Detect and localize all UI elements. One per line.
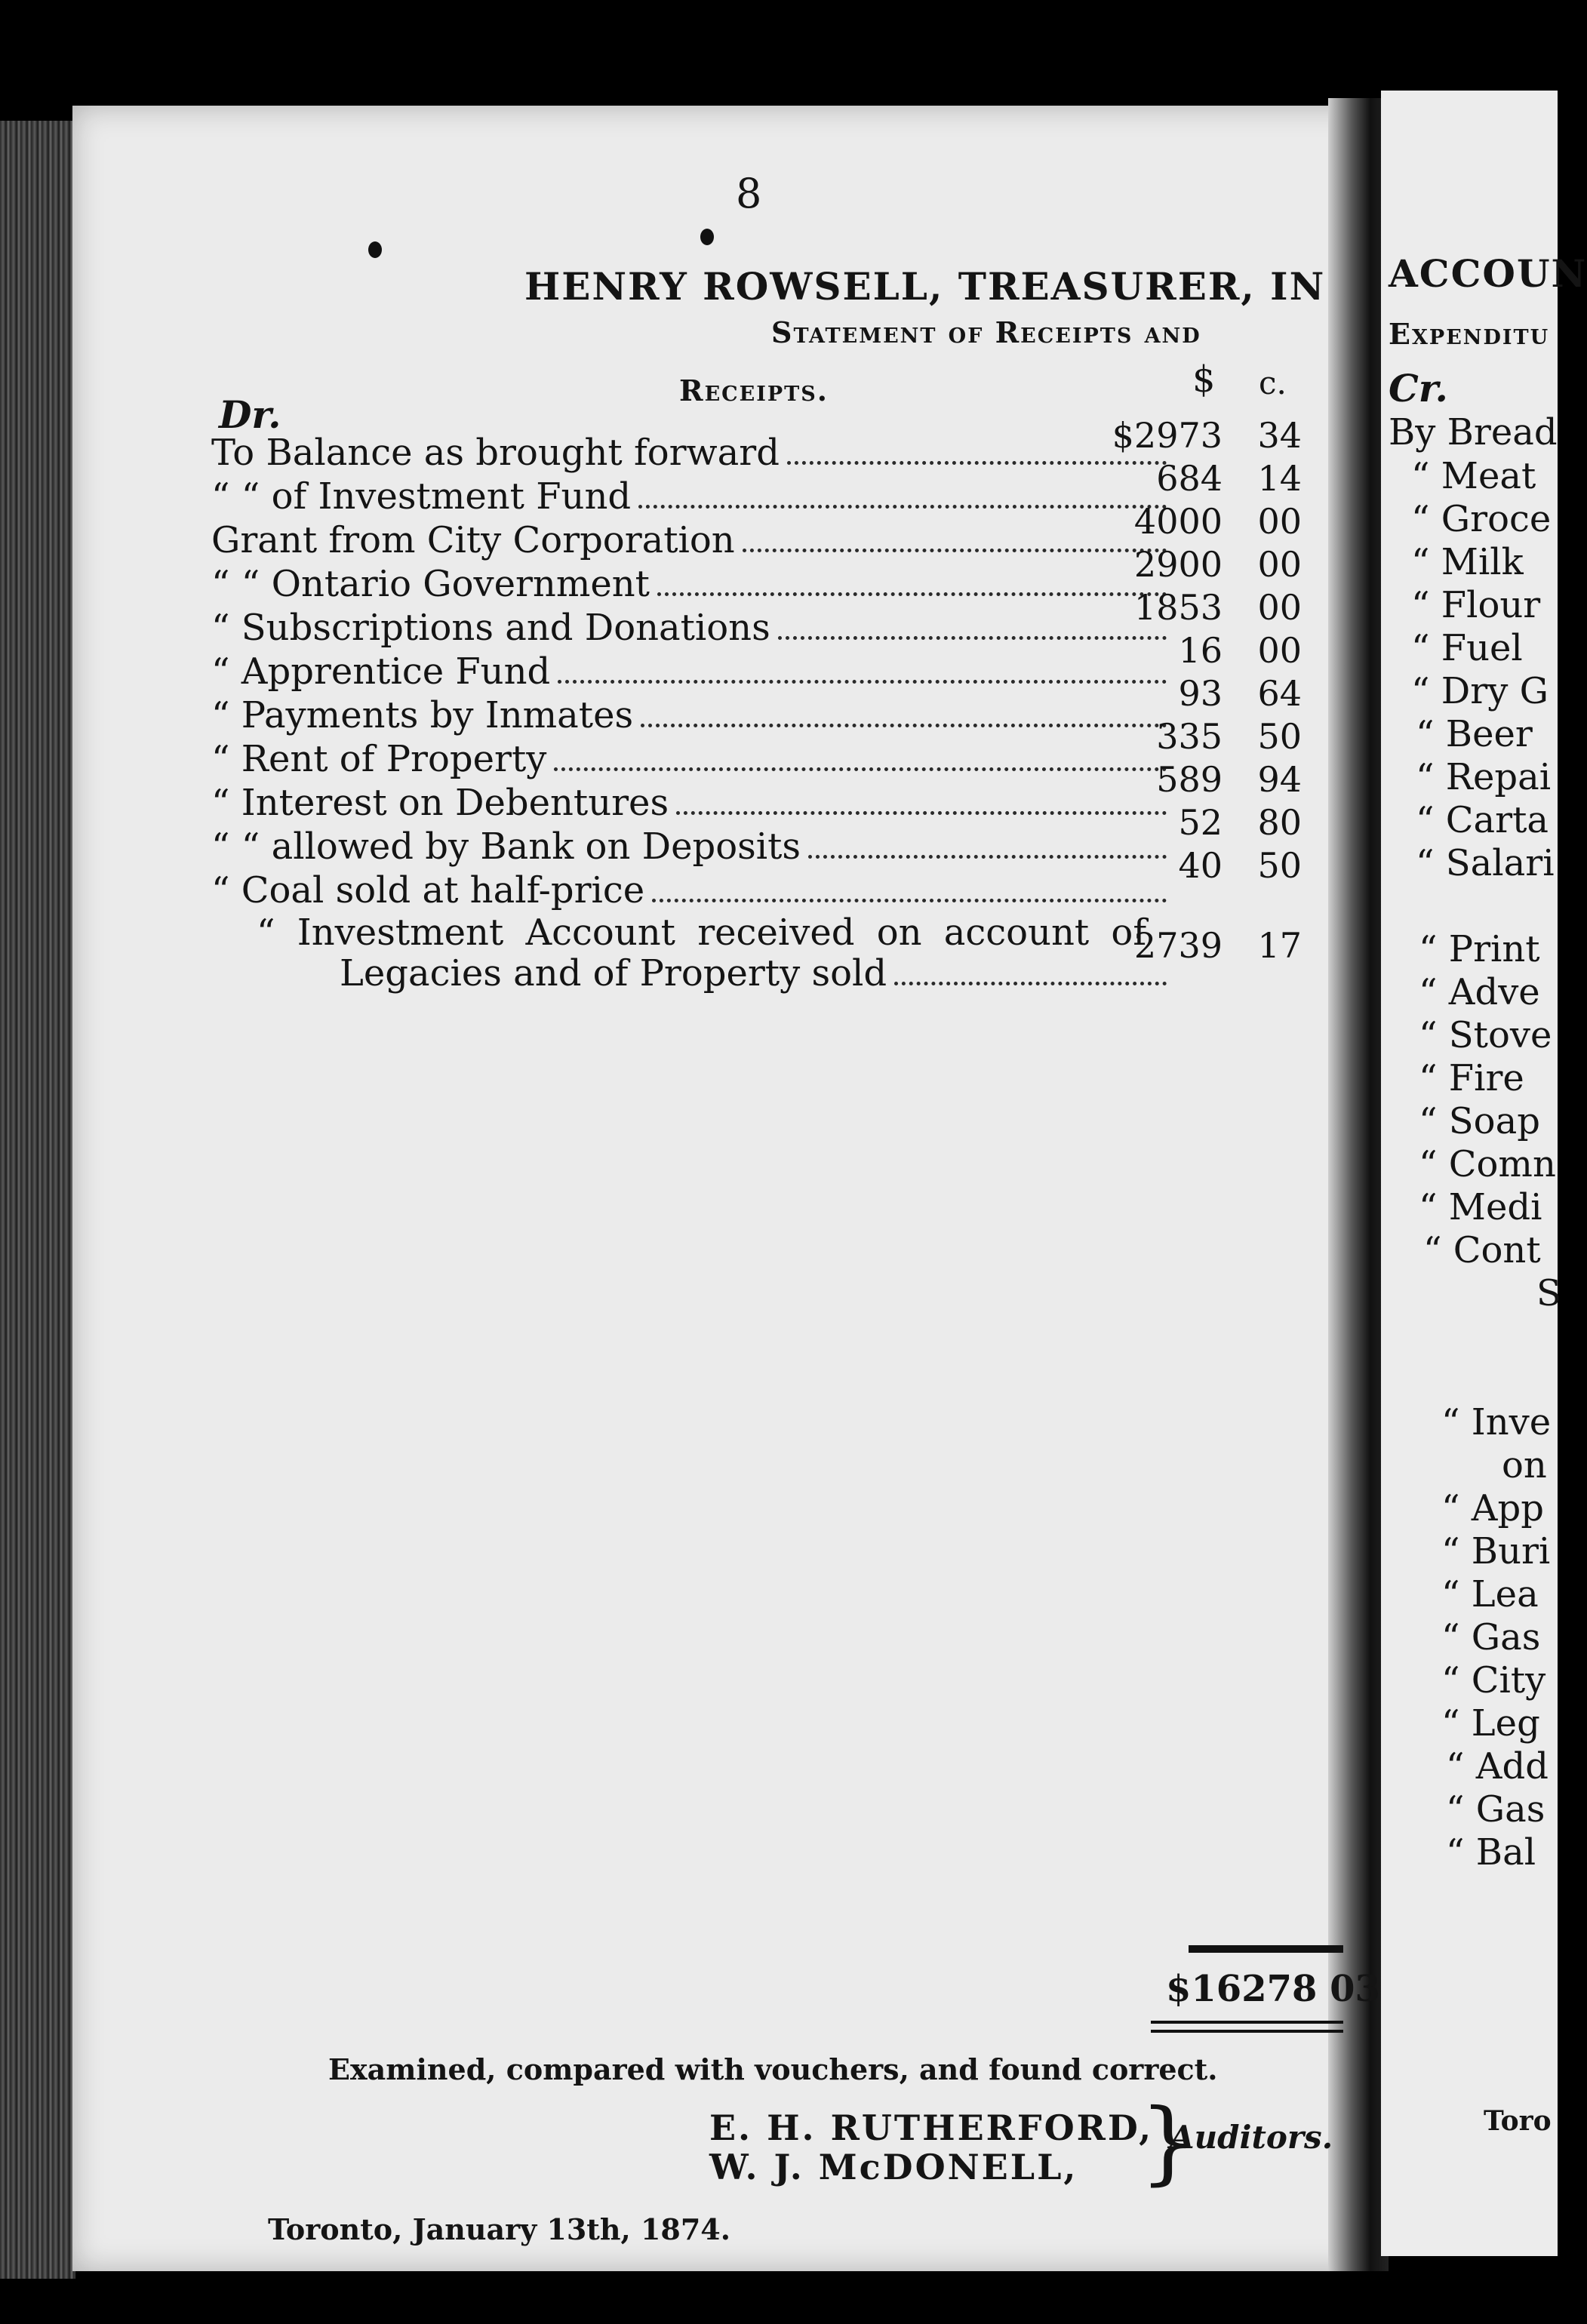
examined-note: Examined, compared with vouchers, and found correct. bbox=[328, 2052, 1218, 2086]
table-row bbox=[211, 607, 1170, 650]
row-label: “ Apprentice Fund bbox=[211, 650, 551, 693]
row-label: “ Payments by Inmates bbox=[211, 694, 634, 736]
list-item: “ Repai bbox=[1416, 756, 1552, 798]
list-item: “ Inve bbox=[1441, 1401, 1552, 1443]
list-item: “ Meat bbox=[1411, 455, 1536, 497]
list-item: “ Dry G bbox=[1411, 670, 1549, 712]
investment-row-line1: “ Investment Account received on account of bbox=[257, 911, 1147, 954]
list-item: “ Flour bbox=[1411, 584, 1541, 626]
amount-cents: 14 bbox=[1257, 458, 1302, 499]
list-item: “ Fuel bbox=[1411, 627, 1523, 669]
list-item: “ Salari bbox=[1416, 842, 1555, 884]
amount-cents: 34 bbox=[1257, 415, 1302, 456]
amount-dollars: 16 bbox=[1178, 630, 1223, 671]
list-item: “ Fire bbox=[1419, 1057, 1524, 1099]
statement-subtitle: Statement of Receipts and bbox=[771, 315, 1201, 349]
list-item: By Bread bbox=[1389, 411, 1558, 453]
amount-dollars: 4000 bbox=[1133, 501, 1223, 542]
amount-cents: 80 bbox=[1257, 802, 1302, 843]
row-label: Legacies and of Property sold bbox=[340, 952, 887, 994]
amount-cents: 00 bbox=[1257, 587, 1302, 628]
table-row bbox=[340, 952, 1170, 996]
auditors-label: Auditors. bbox=[1170, 2119, 1333, 2156]
book-spine-edge bbox=[0, 121, 75, 2279]
total-rule-top bbox=[1189, 1945, 1343, 1953]
auditor-name: W. J. McDONELL, bbox=[709, 2147, 1078, 2187]
table-row bbox=[211, 563, 1170, 607]
row-label: “ Interest on Debentures bbox=[211, 782, 669, 824]
total-rule-bottom bbox=[1151, 2030, 1343, 2033]
list-item: “ Gas bbox=[1441, 1616, 1541, 1658]
list-item: “ City bbox=[1441, 1659, 1546, 1702]
amount-cents: 50 bbox=[1257, 716, 1302, 757]
list-item: “ Carta bbox=[1416, 799, 1549, 841]
list-item: “ Add bbox=[1446, 1745, 1549, 1788]
list-item: “ Medi bbox=[1419, 1186, 1542, 1228]
amount-cents: 94 bbox=[1257, 759, 1302, 800]
row-label: “ Coal sold at half-price bbox=[211, 869, 645, 911]
total-rule-bottom bbox=[1151, 2021, 1343, 2024]
receipts-heading: Receipts. bbox=[679, 374, 829, 407]
table-row bbox=[211, 869, 1170, 913]
amount-dollars: 40 bbox=[1178, 845, 1223, 886]
amount-dollars: 2739 bbox=[1133, 925, 1223, 966]
table-row bbox=[211, 475, 1170, 519]
list-item: S bbox=[1536, 1272, 1561, 1314]
table-row bbox=[211, 782, 1170, 825]
right-footer: Toro bbox=[1484, 2105, 1552, 2137]
right-subheading: Expenditu bbox=[1389, 317, 1550, 351]
place-date: Toronto, January 13th, 1874. bbox=[268, 2212, 730, 2246]
ink-dot bbox=[700, 229, 714, 245]
row-label: Grant from City Corporation bbox=[211, 519, 735, 561]
dot-leader bbox=[894, 982, 1167, 985]
list-item: “ Buri bbox=[1441, 1530, 1551, 1572]
row-label: “ “ Ontario Government bbox=[211, 563, 650, 605]
list-item: “ Leg bbox=[1441, 1702, 1540, 1745]
row-label: “ Rent of Property bbox=[211, 738, 547, 780]
amount-cents: 00 bbox=[1257, 501, 1302, 542]
amount-dollars: 93 bbox=[1178, 673, 1223, 714]
list-item: “ Beer bbox=[1416, 713, 1533, 755]
row-label: “ “ of Investment Fund bbox=[211, 475, 632, 518]
statement-title: HENRY ROWSELL, TREASURER, IN bbox=[524, 264, 1326, 309]
list-item: “ Lea bbox=[1441, 1573, 1539, 1615]
row-label: “ Subscriptions and Donations bbox=[211, 607, 770, 649]
ink-dot bbox=[368, 241, 382, 258]
table-row bbox=[211, 519, 1170, 563]
list-item: “ Gas bbox=[1446, 1788, 1545, 1831]
list-item: “ Groce bbox=[1411, 498, 1552, 540]
debit-label: Dr. bbox=[219, 392, 281, 437]
list-item: “ Soap bbox=[1419, 1100, 1540, 1142]
amount-dollars: 589 bbox=[1156, 759, 1223, 800]
dot-leader bbox=[652, 899, 1167, 902]
dot-leader bbox=[554, 767, 1167, 771]
grand-total: $16278 03 bbox=[1166, 1968, 1380, 2010]
table-row bbox=[211, 694, 1170, 738]
amount-cents: 00 bbox=[1257, 544, 1302, 585]
list-item: “ Comn bbox=[1419, 1143, 1556, 1185]
amount-cents: 50 bbox=[1257, 845, 1302, 886]
right-heading: ACCOUN bbox=[1389, 251, 1587, 296]
dot-leader bbox=[558, 680, 1167, 684]
list-item: “ Bal bbox=[1446, 1831, 1536, 1874]
page-number: 8 bbox=[736, 170, 762, 217]
table-row bbox=[211, 432, 1170, 475]
amount-cents: 64 bbox=[1257, 673, 1302, 714]
table-row bbox=[211, 825, 1170, 869]
list-item: “ Stove bbox=[1419, 1014, 1552, 1056]
table-row bbox=[211, 738, 1170, 782]
cents-column-heading: c. bbox=[1259, 364, 1287, 401]
list-item: “ Milk bbox=[1411, 541, 1524, 583]
amount-dollars: 335 bbox=[1156, 716, 1223, 757]
list-item: “ Adve bbox=[1419, 971, 1540, 1013]
credit-label: Cr. bbox=[1389, 366, 1448, 410]
amount-dollars: 2900 bbox=[1133, 544, 1223, 585]
amount-cents: 00 bbox=[1257, 630, 1302, 671]
list-item: “ App bbox=[1441, 1487, 1544, 1529]
list-item: on bbox=[1502, 1444, 1547, 1486]
amount-dollars: 52 bbox=[1178, 802, 1223, 843]
amount-cents: 17 bbox=[1257, 925, 1302, 966]
row-label: “ “ allowed by Bank on Deposits bbox=[211, 825, 801, 868]
amount-dollars: 1853 bbox=[1133, 587, 1223, 628]
list-item: “ Print bbox=[1419, 928, 1540, 970]
amount-dollars: 684 bbox=[1156, 458, 1223, 499]
table-row bbox=[211, 650, 1170, 694]
auditors-brace: } bbox=[1140, 2090, 1198, 2195]
list-item: “ Cont bbox=[1423, 1229, 1541, 1271]
dollars-column-heading: $ bbox=[1192, 358, 1216, 401]
row-label: To Balance as brought forward bbox=[211, 432, 780, 474]
auditor-name: E. H. RUTHERFORD, bbox=[709, 2107, 1154, 2148]
amount-dollars: $2973 bbox=[1112, 415, 1223, 456]
